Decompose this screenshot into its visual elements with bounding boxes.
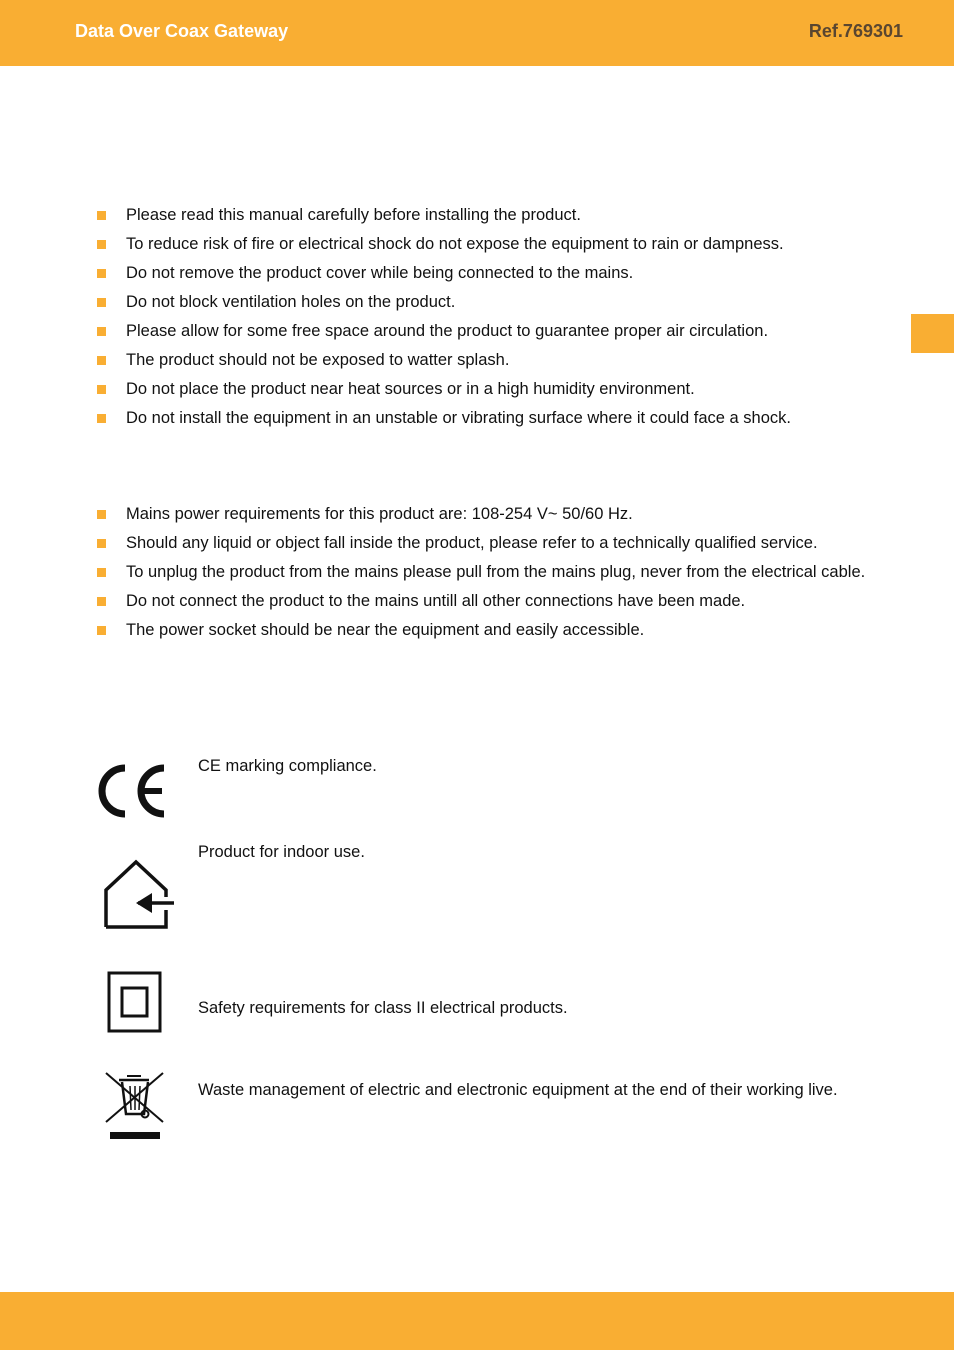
bullet-square-icon xyxy=(97,327,106,336)
ce-marking-text: CE marking compliance. xyxy=(198,757,377,775)
list-item xyxy=(97,534,890,553)
bullet-square-icon xyxy=(97,356,106,365)
list-item-text: Mains power requirements for this product are: 108-254 V~ 50/60 Hz. xyxy=(126,505,633,523)
page-header xyxy=(0,0,954,66)
list-item xyxy=(97,505,890,524)
list-item-text: Do not connect the product to the mains untill all other connections have been made. xyxy=(126,592,746,610)
bullet-square-icon xyxy=(97,211,106,220)
list-item-text: Should any liquid or object fall inside the product, please refer to a technically qualified service. xyxy=(126,534,818,552)
class-ii-icon xyxy=(107,971,163,1035)
reference-number: Ref.769301 xyxy=(808,21,903,41)
list-item-text: Do not install the equipment in an unstable or vibrating surface where it could face a shock. xyxy=(126,409,791,427)
bullet-square-icon xyxy=(97,568,106,577)
section-side-tab xyxy=(911,314,954,353)
list-item xyxy=(97,264,890,283)
bullet-square-icon xyxy=(97,298,106,307)
list-item xyxy=(97,235,890,254)
bullet-square-icon xyxy=(97,597,106,606)
bullet-square-icon xyxy=(97,240,106,249)
weee-text: Waste management of electric and electronic equipment at the end of their working live. xyxy=(198,1081,838,1099)
ce-mark-icon xyxy=(94,762,170,820)
safety-instructions-list xyxy=(97,206,890,438)
bullet-square-icon xyxy=(97,269,106,278)
list-item-text: Do not remove the product cover while being connected to the mains. xyxy=(126,264,634,282)
bullet-square-icon xyxy=(97,539,106,548)
list-item-text: To unplug the product from the mains please pull from the mains plug, never from the electrical cable. xyxy=(126,563,866,581)
class-ii-text: Safety requirements for class II electrical products. xyxy=(198,999,568,1017)
list-item xyxy=(97,563,890,582)
list-item-text: Do not block ventilation holes on the product. xyxy=(126,293,456,311)
list-item-text: The product should not be exposed to watter splash. xyxy=(126,351,510,369)
list-item xyxy=(97,351,890,370)
list-item-text: To reduce risk of fire or electrical shock do not expose the equipment to rain or dampness. xyxy=(126,235,784,253)
document-title: Data Over Coax Gateway xyxy=(75,21,289,41)
list-item xyxy=(97,621,890,640)
list-item xyxy=(97,409,890,428)
list-item-text: Please read this manual carefully before installing the product. xyxy=(126,206,581,224)
bullet-square-icon xyxy=(97,385,106,394)
list-item-text: Do not place the product near heat sources or in a high humidity environment. xyxy=(126,380,695,398)
power-instructions-list xyxy=(97,505,890,650)
list-item xyxy=(97,206,890,225)
list-item-text: Please allow for some free space around the product to guarantee proper air circulation. xyxy=(126,322,769,340)
list-item xyxy=(97,592,890,611)
bullet-square-icon xyxy=(97,414,106,423)
bullet-square-icon xyxy=(97,510,106,519)
list-item xyxy=(97,380,890,399)
indoor-use-text: Product for indoor use. xyxy=(198,843,365,861)
page-footer xyxy=(0,1292,954,1350)
header-notch xyxy=(868,66,892,69)
indoor-use-icon xyxy=(96,858,176,932)
list-item-text: The power socket should be near the equipment and easily accessible. xyxy=(126,621,645,639)
crossed-bin-icon xyxy=(103,1070,167,1142)
bullet-square-icon xyxy=(97,626,106,635)
list-item xyxy=(97,322,890,341)
list-item xyxy=(97,293,890,312)
